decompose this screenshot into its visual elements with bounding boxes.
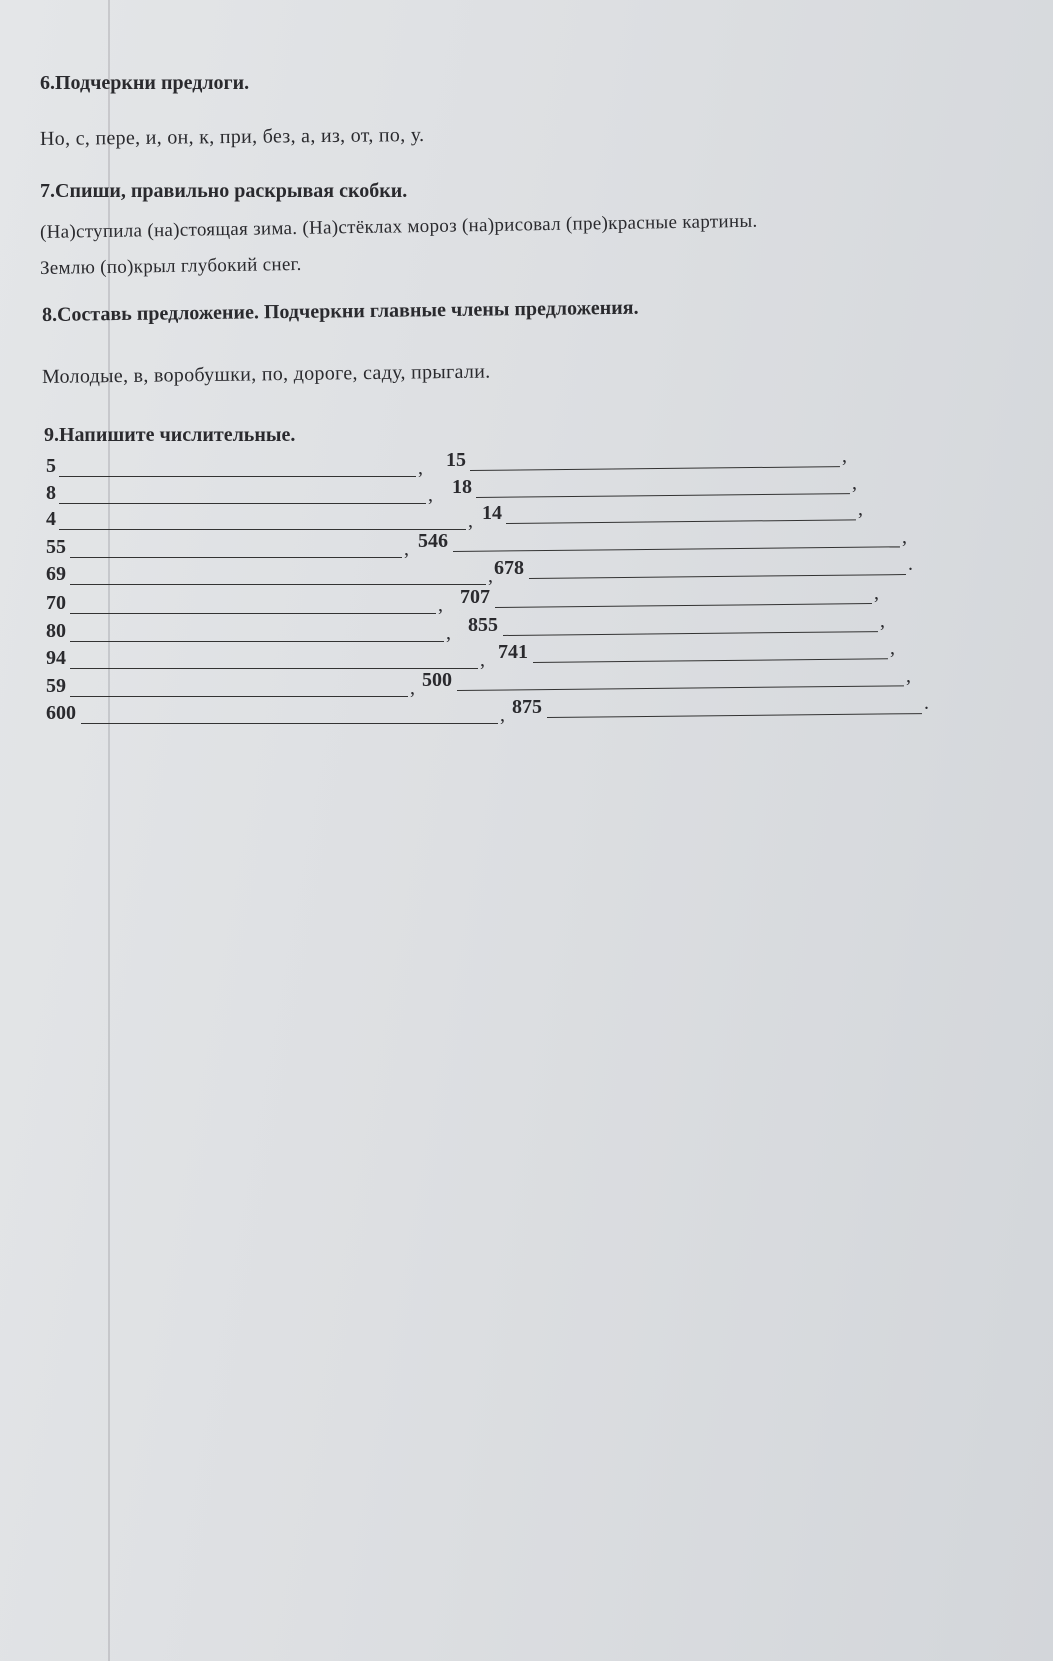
answer-blank-right[interactable]: [503, 631, 878, 636]
numeral-left: 59: [46, 675, 66, 697]
task7-heading: 7.Спиши, правильно раскрывая скобки.: [40, 180, 408, 202]
numeral-right: 15: [446, 449, 466, 471]
answer-blank-right[interactable]: [470, 466, 840, 471]
numeral-row: [46, 582, 1006, 618]
right-punctuation: ,: [890, 637, 895, 659]
right-punctuation: ,: [842, 445, 847, 467]
answer-blank-right[interactable]: [547, 713, 922, 718]
numeral-left: 5: [46, 455, 56, 477]
margin-line: [108, 0, 110, 1661]
answer-blank-right[interactable]: [476, 493, 850, 498]
task6-heading: 6.Подчеркни предлоги.: [40, 72, 250, 94]
right-punctuation: ,: [902, 526, 907, 548]
numeral-right: 707: [460, 586, 490, 608]
left-punctuation: ,: [410, 677, 415, 699]
answer-blank-left[interactable]: [81, 723, 498, 724]
numeral-left: 80: [46, 620, 66, 642]
left-punctuation: ,: [438, 594, 443, 616]
numeral-row: [46, 445, 1006, 481]
numeral-row: [46, 637, 1006, 673]
answer-blank-right[interactable]: [506, 519, 856, 524]
numeral-right: 875: [512, 696, 542, 718]
numeral-right: 18: [452, 476, 472, 498]
numeral-row: [46, 526, 1006, 562]
task6-text: Но, с, пере, и, он, к, при, без, а, из, от, по, у.: [39, 123, 425, 150]
numeral-right: 14: [482, 502, 502, 524]
answer-blank-right[interactable]: [457, 685, 904, 691]
numeral-left: 70: [46, 592, 66, 614]
right-punctuation: .: [908, 553, 913, 575]
left-punctuation: ,: [404, 538, 409, 560]
answer-blank-left[interactable]: [70, 696, 408, 697]
numeral-row: [46, 498, 1006, 534]
numeral-left: 69: [46, 563, 66, 585]
answer-blank-left[interactable]: [59, 503, 426, 504]
answer-blank-left[interactable]: [59, 529, 466, 530]
answer-blank-right[interactable]: [529, 574, 906, 579]
answer-blank-right[interactable]: [533, 658, 888, 663]
answer-blank-left[interactable]: [59, 476, 416, 477]
answer-blank-left[interactable]: [70, 668, 478, 669]
numeral-right: 855: [468, 614, 498, 636]
numeral-left: 4: [46, 508, 56, 530]
numeral-left: 94: [46, 647, 66, 669]
numeral-row: [46, 553, 1006, 589]
answer-blank-left[interactable]: [70, 613, 436, 614]
answer-blank-left[interactable]: [70, 641, 444, 642]
numeral-right: 500: [422, 669, 452, 691]
right-punctuation: ,: [858, 498, 863, 520]
right-punctuation: .: [924, 692, 929, 714]
answer-blank-left[interactable]: [70, 584, 486, 585]
numeral-right: 741: [498, 641, 528, 663]
numeral-left: 8: [46, 482, 56, 504]
task8-text: Молодые, в, воробушки, по, дороге, саду, прыгали.: [41, 360, 491, 388]
numeral-left: 55: [46, 536, 66, 558]
numeral-right: 678: [494, 557, 524, 579]
left-punctuation: ,: [418, 457, 423, 479]
numeral-left: 600: [46, 702, 76, 724]
right-punctuation: ,: [852, 472, 857, 494]
left-punctuation: ,: [500, 704, 505, 726]
right-punctuation: ,: [906, 665, 911, 687]
task8-heading: 8.Составь предложение. Подчеркни главные члены предложения.: [41, 296, 639, 326]
right-punctuation: ,: [874, 582, 879, 604]
task7-line2: Землю (по)крыл глубокий снег.: [39, 253, 302, 279]
left-punctuation: ,: [428, 484, 433, 506]
task9-heading: 9.Напишите числительные.: [44, 424, 296, 446]
numeral-row: [46, 692, 1006, 728]
answer-blank-right[interactable]: [453, 546, 900, 552]
left-punctuation: ,: [468, 510, 473, 532]
left-punctuation: ,: [480, 649, 485, 671]
answer-blank-right[interactable]: [495, 603, 872, 608]
task7-line1: (На)ступила (на)стоящая зима. (На)стёклах мороз (на)рисовал (пре)красные картины.: [39, 210, 758, 243]
numeral-right: 546: [418, 530, 448, 552]
right-punctuation: ,: [880, 610, 885, 632]
left-punctuation: ,: [446, 622, 451, 644]
left-punctuation: ,: [488, 565, 493, 587]
answer-blank-left[interactable]: [70, 557, 402, 558]
